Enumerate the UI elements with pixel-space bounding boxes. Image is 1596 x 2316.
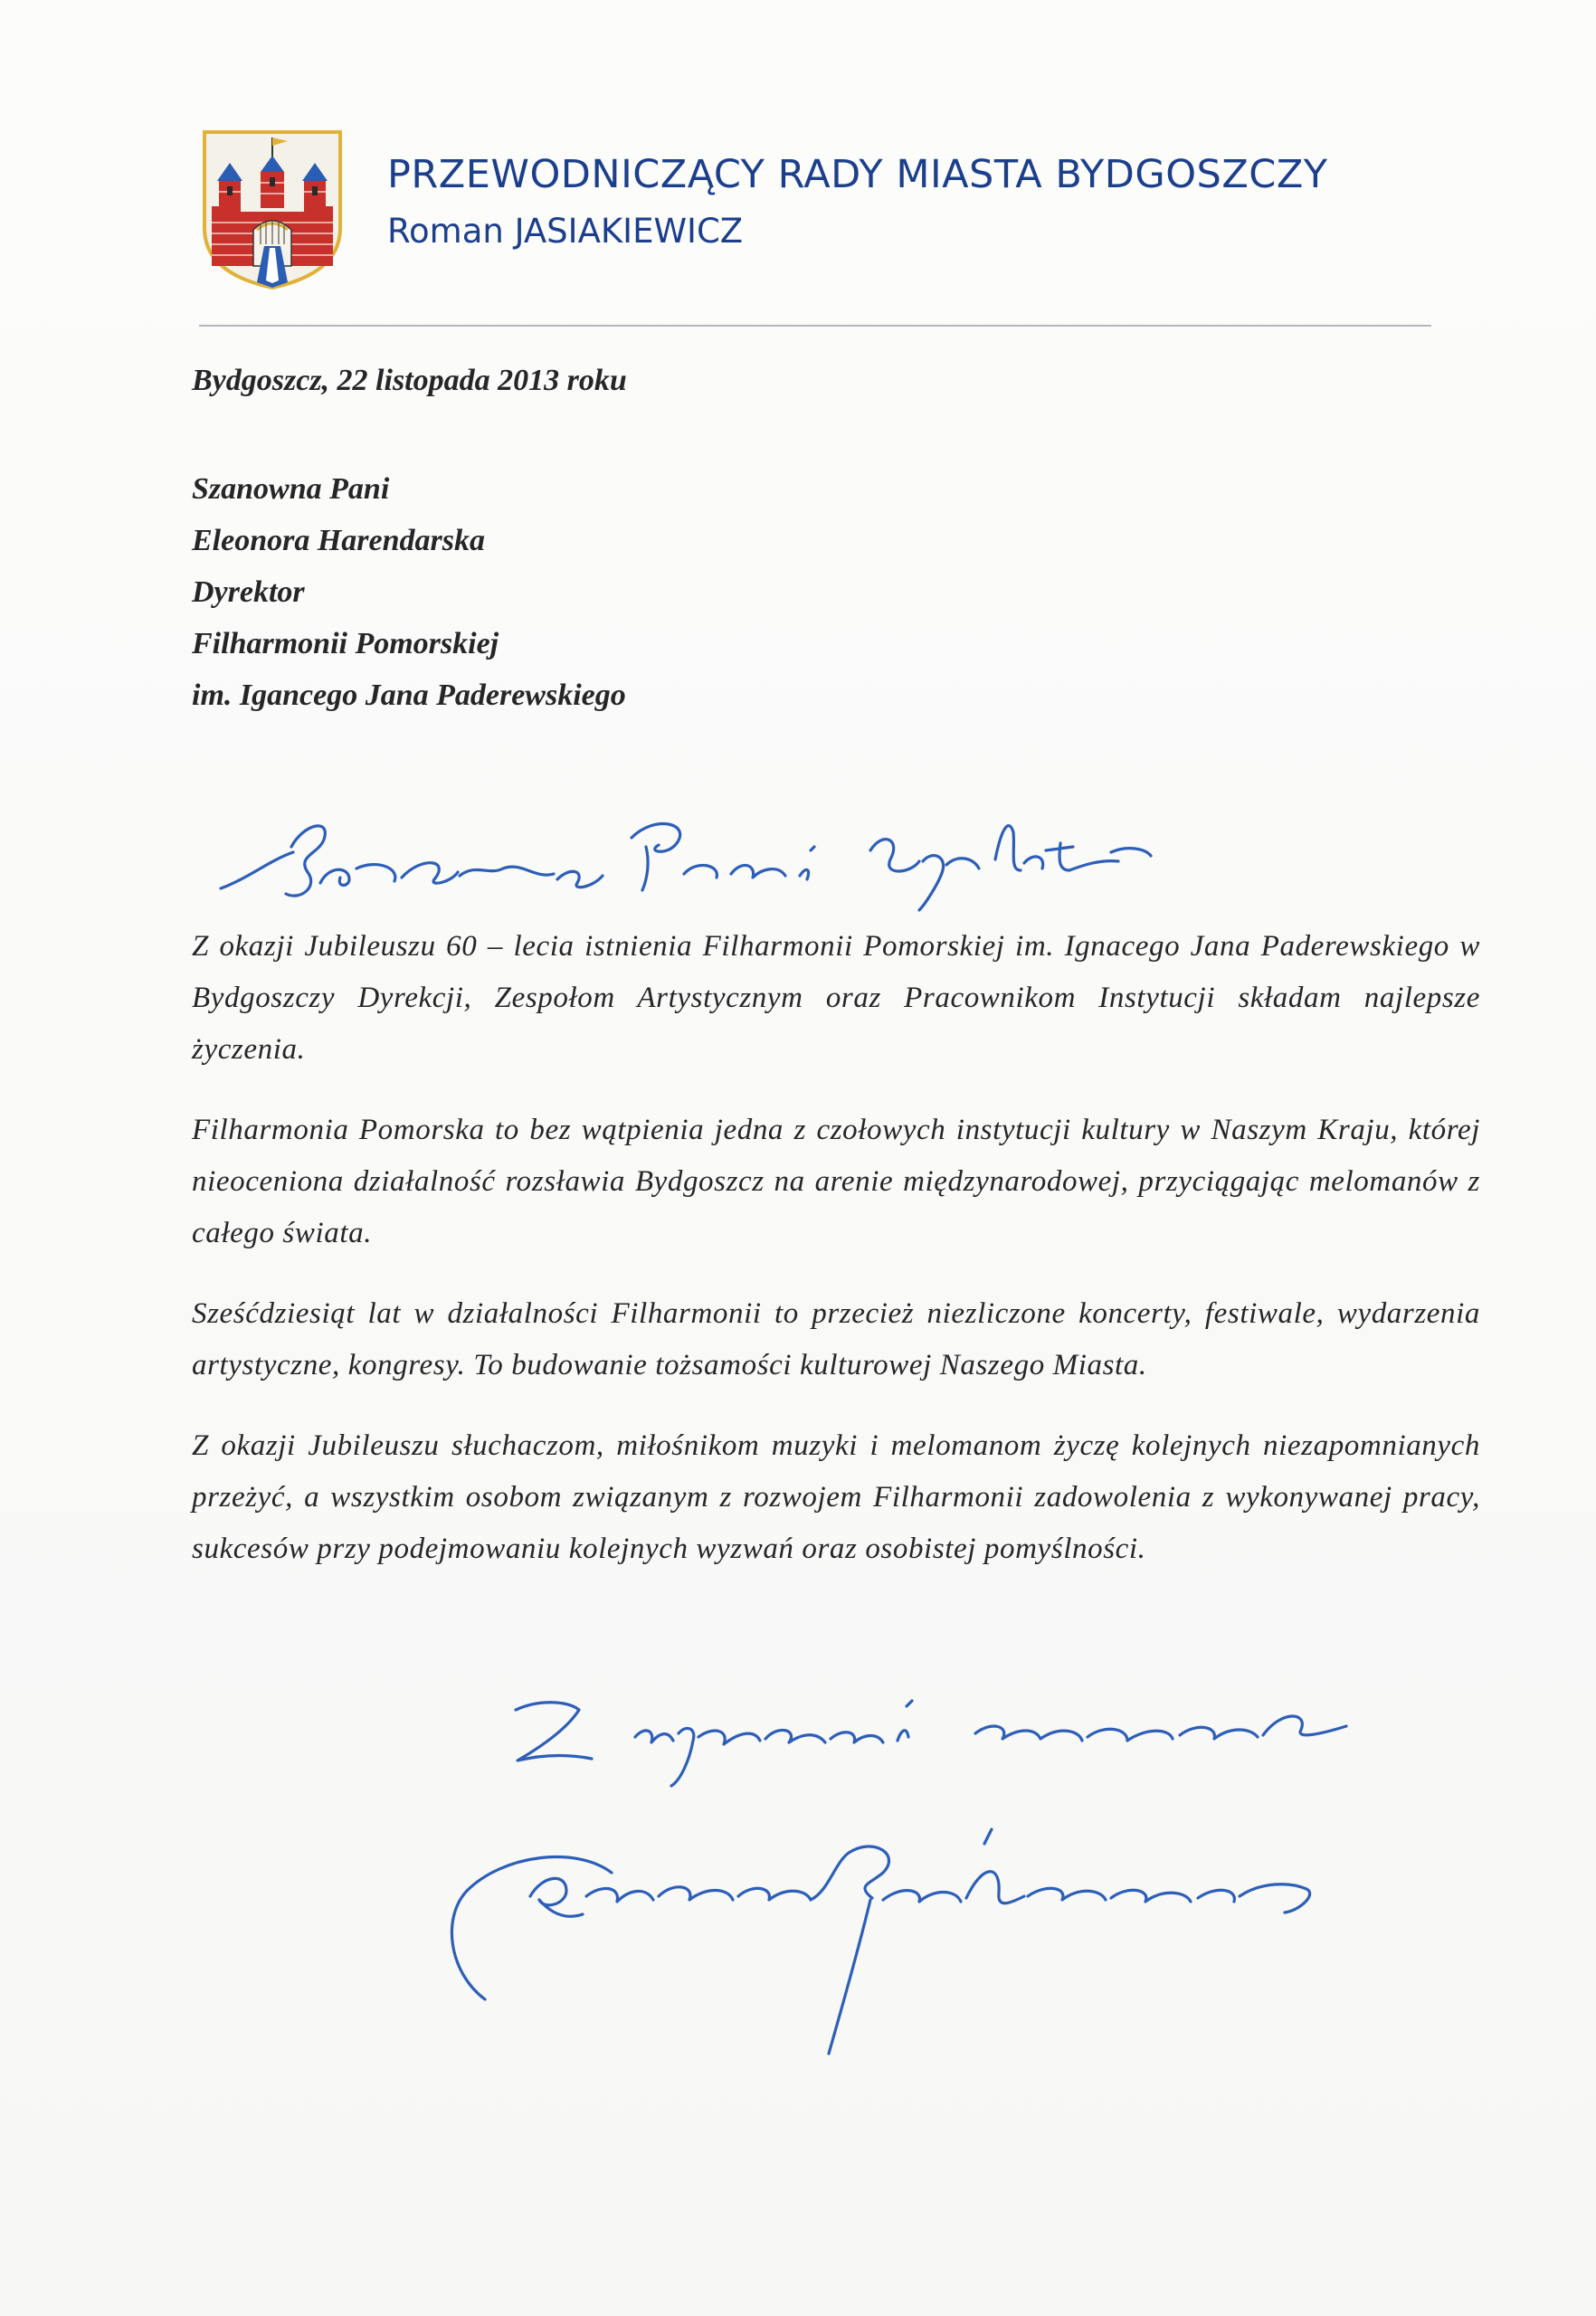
- letter-date: Bydgoszcz, 22 listopada 2013 roku: [192, 364, 627, 397]
- address-line: im. Igancego Jana Paderewskiego: [192, 679, 626, 712]
- handwritten-signature: [431, 1809, 1381, 2081]
- city-coat-of-arms-icon: [201, 128, 344, 291]
- header-divider: [199, 325, 1431, 327]
- body-paragraph: Sześćdziesiąt lat w działalności Filharmonii to przecież niezliczone koncerty, festiwale, wydarzenia artystyczne, kongresy. To budowanie tożsamości kulturowej Naszego Miasta.: [192, 1297, 1480, 1381]
- body-paragraph: Filharmonia Pomorska to bez wątpienia jedna z czołowych instytucji kultury w Naszym Kraju, której nieoceniona działalność rozsławia Bydgoszcz na arenie międzynarodowej, przyciągając melomanów z całego świata.: [192, 1114, 1480, 1249]
- header-name: Roman JASIAKIEWICZ: [387, 212, 744, 251]
- address-line: Dyrektor: [192, 575, 305, 609]
- address-line: Szanowna Pani: [192, 472, 390, 506]
- recipient-address: [192, 463, 626, 721]
- address-line: Filharmonii Pomorskiej: [192, 627, 499, 660]
- body-paragraph: Z okazji Jubileuszu 60 – lecia istnienia Filharmonii Pomorskiej im. Ignacego Jana Paderewskiego w Bydgoszczy Dyrekcji, Zespołom Artystycznym oraz Pracownikom Instytucji składam najlepsze życzenia.: [192, 930, 1480, 1066]
- handwritten-closing: [503, 1674, 1354, 1791]
- body-paragraph: Z okazji Jubileuszu słuchaczom, miłośnikom muzyki i melomanom życzę kolejnych niezapomnianych przeżyć, a wszystkim osobom związanym z rozwojem Filharmonii zadowolenia z wykonywanej pracy, sukcesów przy podejmowaniu kolejnych wyzwań oraz osobistej pomyślności.: [192, 1429, 1480, 1565]
- letter-body: [192, 921, 1480, 1604]
- handwritten-salutation: [214, 796, 1154, 914]
- header-title: PRZEWODNICZĄCY RADY MIASTA BYDGOSZCZY: [387, 152, 1328, 197]
- address-line: Eleonora Harendarska: [192, 524, 485, 557]
